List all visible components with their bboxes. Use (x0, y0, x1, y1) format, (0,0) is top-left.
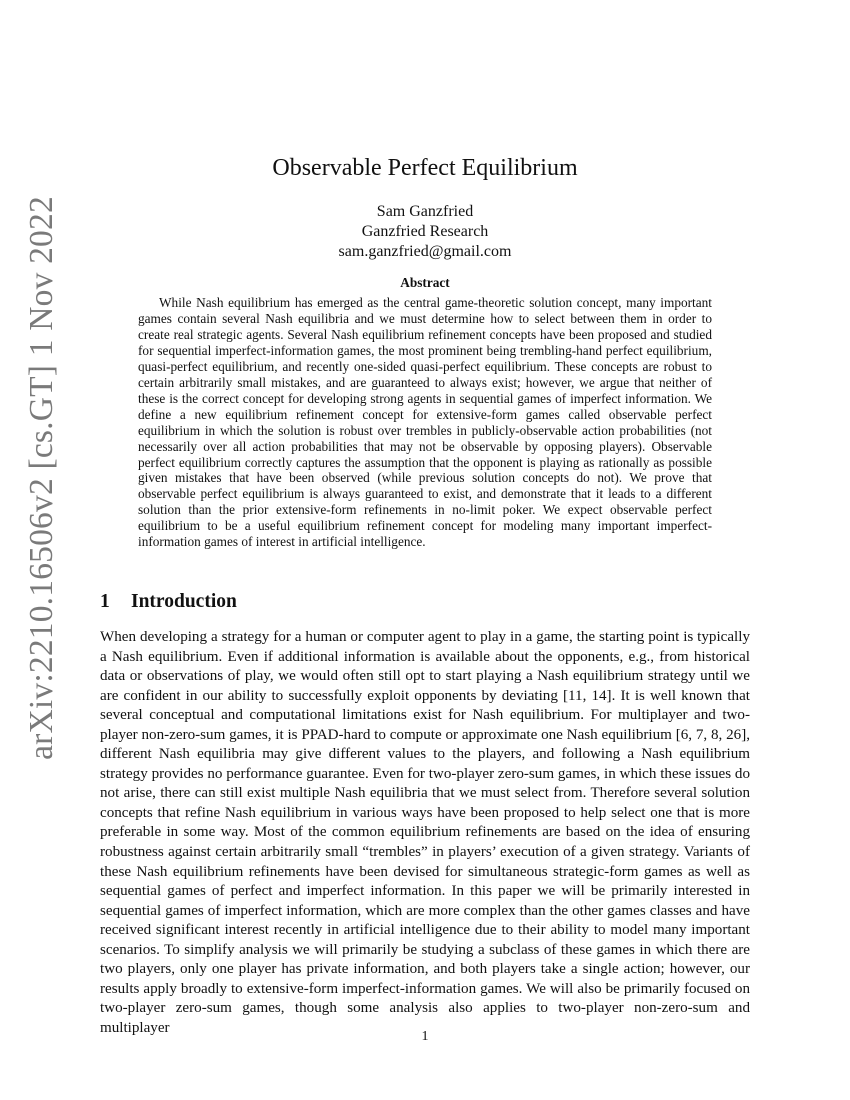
author-email: sam.ganzfried@gmail.com (338, 243, 512, 260)
abstract-text: While Nash equilibrium has emerged as the central game-theoretic solution concept, many important games contain several Nash equilibria and we must determine how to select between them in order to create real strategic agents. Several Nash equilibrium refinement concepts have been proposed and studied for sequential imperfect-information games, the most prominent being trembling-hand perfect equilibrium, quasi-perfect equilibrium, and recently one-sided quasi-perfect equilibrium. These concepts are robust to certain arbitrarily small mistakes, and are guaranteed to always exist; however, we argue that neither of these is the correct concept for developing strong agents in sequential games of imperfect information. We define a new equilibrium refinement concept for extensive-form games called observable perfect equilibrium in which the solution is robust over trembles in publicly-observable action probabilities (not necessarily over all action probabilities that may not be observable by opposing players). Observable perfect equilibrium correctly captures the assumption that the opponent is playing as rationally as possible given mistakes that have been observed (while previous solution concepts do not). We prove that observable perfect equilibrium is always guaranteed to exist, and demonstrate that it leads to a different solution than the prior extensive-form refinements in no-limit poker. We expect observable perfect equilibrium to be a useful equilibrium refinement concept for modeling many important imperfect-information games of interest in artificial intelligence. (138, 295, 712, 550)
author-affiliation: Ganzfried Research (361, 223, 489, 240)
introduction-text: When developing a strategy for a human or computer agent to play in a game, the starting point is typically a Nash equilibrium. Even if additional information is available about the opponents, e.g., from historical data or observations of play, we would often still opt to start playing a Nash equilibrium strategy until we are confident in our ability to successfully exploit opponents by deviating [11, 14]. It is well known that several conceptual and computational limitations exist for Nash equilibrium. For multiplayer and two-player non-zero-sum games, it is PPAD-hard to compute or approximate one Nash equilibrium [6, 7, 8, 26], different Nash equilibria may give different values to the players, and following a Nash equilibrium strategy provides no performance guarantee. Even for two-player zero-sum games, in which these issues do not arise, there can still exist multiple Nash equilibria that we must select from. Therefore several solution concepts that refine Nash equilibrium in various ways have been proposed to help select one that is more preferable in some way. Most of the common equilibrium refinements are based on the idea of ensuring robustness against certain arbitrarily small “trembles” in players’ execution of a given strategy. Variants of these Nash equilibrium refinements have been devised for simultaneous strategic-form games as well as sequential games of perfect and imperfect information. In this paper we will be primarily interested in sequential games of imperfect information, which are more complex than the other games classes and have received significant interest recently in artificial intelligence due to their ability to model many important scenarios. To simplify analysis we will primarily be studying a subclass of these games in which there are two players, only one player has private information, and both players take a single action; however, our results apply broadly to extensive-form imperfect-information games. We will also be primarily focused on two-player zero-sum games, though some analysis also applies to two-player non-zero-sum and multiplayer (100, 629, 750, 1036)
abstract-heading: Abstract (400, 275, 450, 290)
page-number: 1 (421, 1029, 429, 1044)
section-heading (100, 589, 750, 615)
section-number: 1 (100, 591, 110, 612)
author-name: Sam Ganzfried (376, 203, 474, 220)
section-title: Introduction (131, 591, 237, 612)
arxiv-identifier: arXiv:2210.16506v2 [cs.GT] 1 Nov 2022 (23, 196, 60, 760)
paper-title: Observable Perfect Equilibrium (272, 155, 578, 181)
author-block (100, 202, 750, 262)
